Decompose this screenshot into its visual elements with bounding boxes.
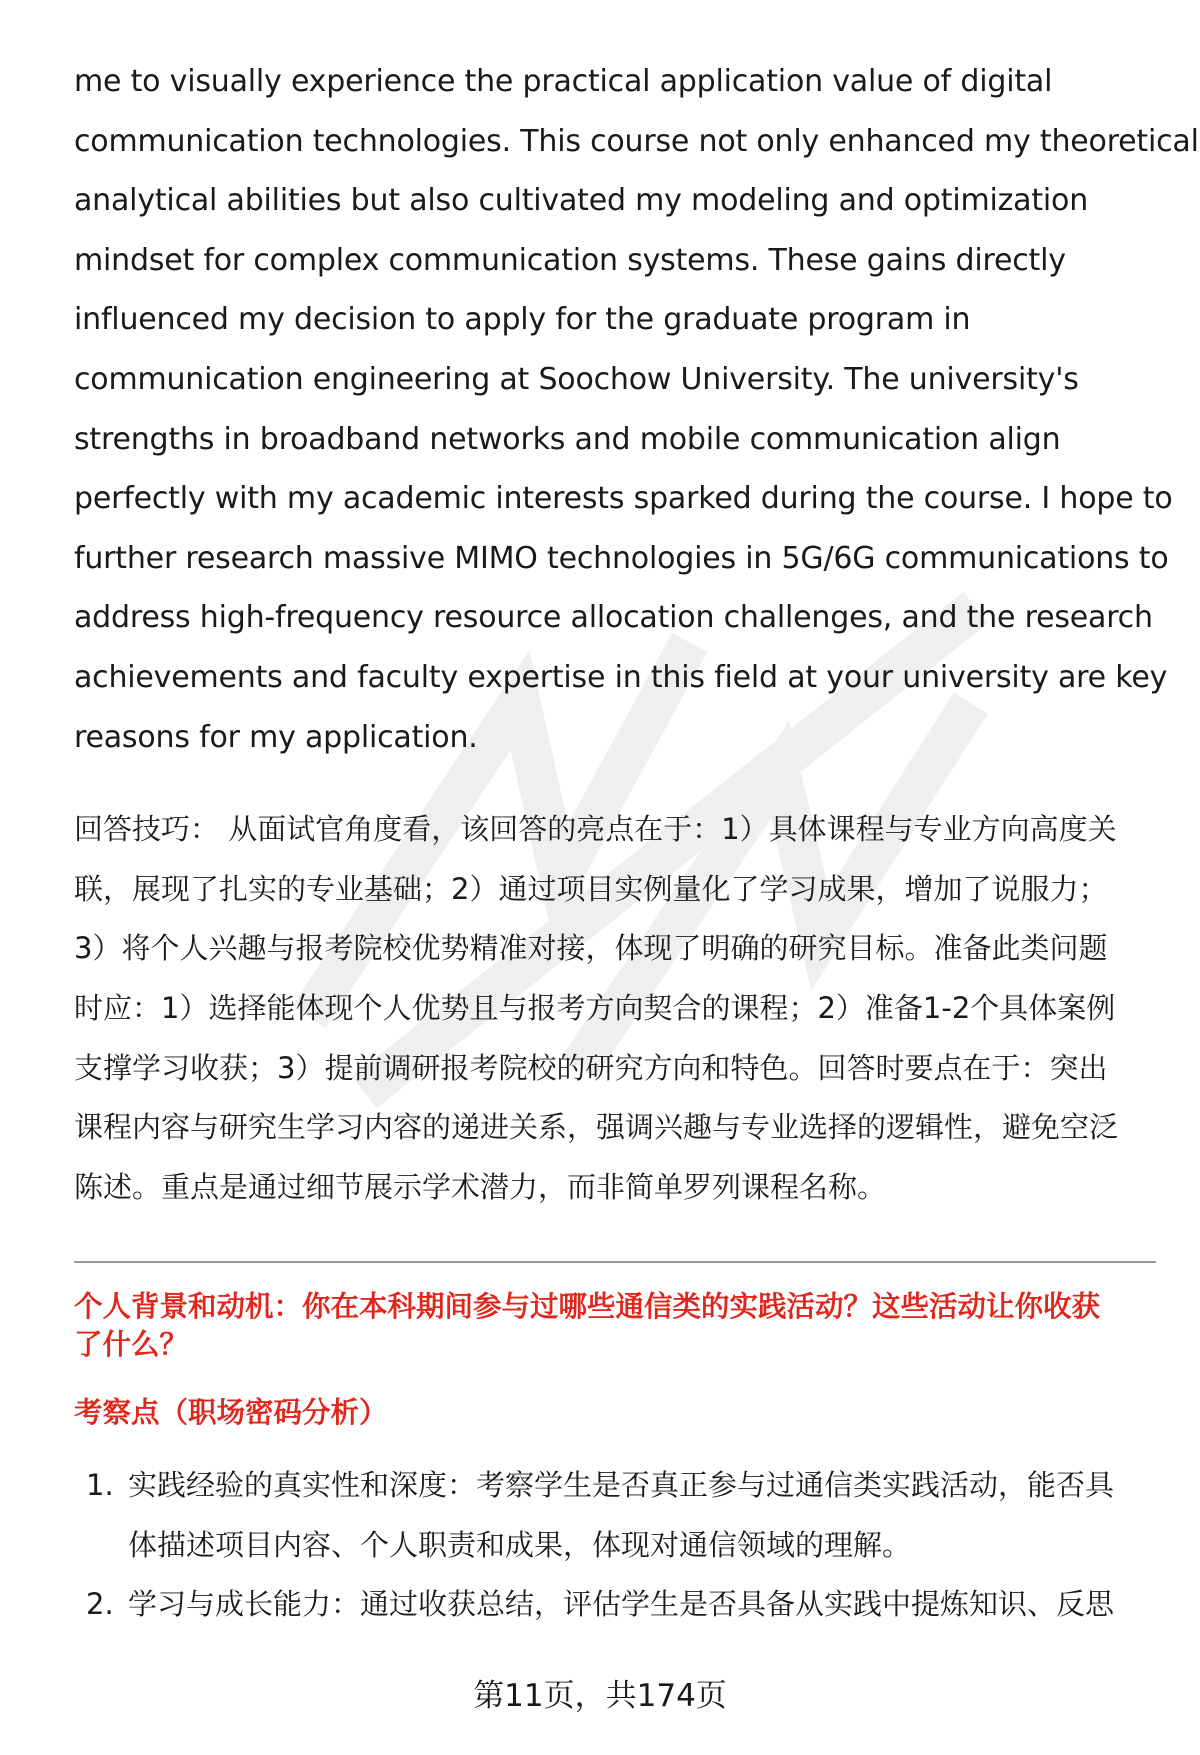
text-line: 体描述项目内容、个人职责和成果，体现对通信领域的理解。: [128, 1527, 912, 1562]
answer-tips-paragraph: [74, 800, 1154, 1217]
assessment-points-heading: 考察点（职场密码分析）: [74, 1396, 388, 1430]
text-line: 了什么？: [74, 1328, 189, 1362]
text-line: 支撑学习收获；3）提前调研报考院校的研究方向和特色。回答时要点在于：突出: [74, 1050, 1108, 1085]
text-line: perfectly with my academic interests sparked during the course. I hope to: [74, 481, 1173, 517]
text-line: communication technologies. This course not only enhanced my theoretical: [74, 123, 1199, 159]
text-line: mindset for complex communication systems. These gains directly: [74, 242, 1066, 278]
text-line: address high-frequency resource allocation challenges, and the research: [74, 600, 1153, 636]
page-content: [74, 52, 1199, 1635]
question-heading: [74, 1288, 1154, 1364]
text-line: me to visually experience the practical application value of digital: [74, 64, 1053, 99]
list-item-number: 2.: [86, 1587, 114, 1622]
section-divider: [74, 1261, 1156, 1263]
text-line: 学习与成长能力：通过收获总结，评估学生是否具备从实践中提炼知识、反思: [128, 1587, 1115, 1622]
text-line: communication engineering at Soochow University. The university's: [74, 361, 1079, 397]
text-line: 个人背景和动机：你在本科期间参与过哪些通信类的实践活动？这些活动让你收获: [74, 1290, 1101, 1324]
text-line: 3）将个人兴趣与报考院校优势精准对接，体现了明确的研究目标。准备此类问题: [74, 931, 1108, 966]
text-line: analytical abilities but also cultivated my modeling and optimization: [74, 183, 1089, 219]
text-line: reasons for my application.: [74, 719, 478, 755]
text-line: further research massive MIMO technologies in 5G/6G communications to: [74, 540, 1169, 576]
list-item: [74, 1575, 1154, 1635]
text-line: influenced my decision to apply for the graduate program in: [74, 302, 971, 338]
text-line: achievements and faculty expertise in this field at your university are key: [74, 659, 1168, 695]
text-line: 陈述。重点是通过细节展示学术潜力，而非简单罗列课程名称。: [74, 1169, 887, 1204]
text-line: 时应：1）选择能体现个人优势且与报考方向契合的课程；2）准备1-2个具体案例: [74, 990, 1116, 1025]
text-line: strengths in broadband networks and mobile communication align: [74, 421, 1061, 457]
text-line: 课程内容与研究生学习内容的递进关系，强调兴趣与专业选择的逻辑性，避免空泛: [74, 1110, 1119, 1145]
english-answer-paragraph: [74, 52, 1199, 767]
text-line: 回答技巧： 从面试官角度看，该回答的亮点在于：1）具体课程与专业方向高度关: [74, 812, 1117, 847]
list-item: [74, 1456, 1154, 1575]
list-item-number: 1.: [86, 1468, 114, 1503]
text-line: 联，展现了扎实的专业基础；2）通过项目实例量化了学习成果，增加了说服力；: [74, 871, 1108, 906]
text-line: 实践经验的真实性和深度：考察学生是否真正参与过通信类实践活动，能否具: [128, 1468, 1115, 1503]
assessment-points-list: [74, 1456, 1154, 1635]
page-number-footer: 第11页，共174页: [473, 1678, 727, 1714]
